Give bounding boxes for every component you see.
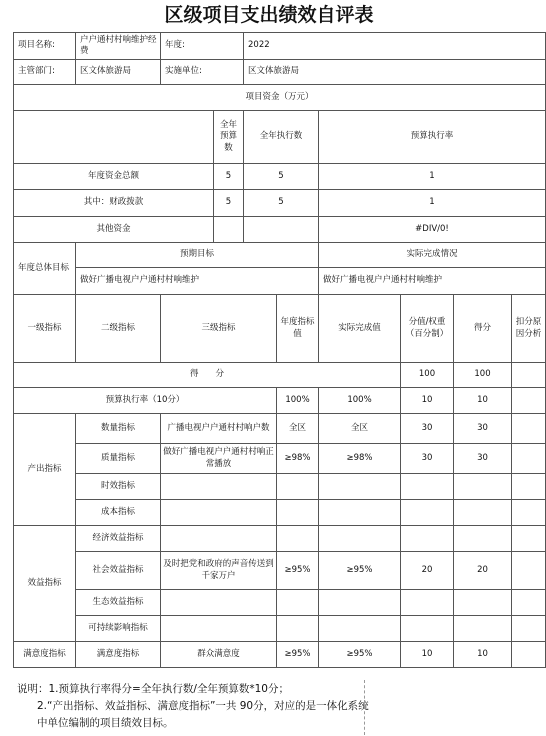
dept-label: 主管部门: bbox=[14, 60, 76, 85]
level2-cell: 质量指标 bbox=[76, 444, 161, 474]
funds-row-budget bbox=[214, 217, 244, 243]
deduct-cell bbox=[512, 414, 546, 444]
actual-cell bbox=[319, 500, 401, 526]
target-cell: ≥95% bbox=[277, 642, 319, 668]
year-label: 年度: bbox=[161, 33, 244, 60]
output-indicator-label: 产出指标 bbox=[14, 414, 76, 526]
level1-header: 一级指标 bbox=[14, 295, 76, 363]
weight-header: 分值/权重（百分制） bbox=[401, 295, 454, 363]
level3-cell bbox=[161, 616, 277, 642]
funds-row-exec: 5 bbox=[244, 190, 319, 217]
level2-cell: 经济效益指标 bbox=[76, 526, 161, 552]
benefit-indicator-label: 效益指标 bbox=[14, 526, 76, 642]
level3-cell bbox=[161, 526, 277, 552]
budget-exec-actual: 100% bbox=[319, 388, 401, 414]
project-name-value: 户户通村村响维护经费 bbox=[76, 33, 161, 60]
level2-cell: 成本指标 bbox=[76, 500, 161, 526]
level3-cell: 群众满意度 bbox=[161, 642, 277, 668]
level2-cell: 满意度指标 bbox=[76, 642, 161, 668]
weight-cell: 10 bbox=[401, 642, 454, 668]
weight-cell: 30 bbox=[401, 414, 454, 444]
level2-cell: 数量指标 bbox=[76, 414, 161, 444]
funds-row-label: 其他资金 bbox=[14, 217, 214, 243]
level3-cell: 做好广播电视户户通村村响正常播放 bbox=[161, 444, 277, 474]
funds-row-exec: 5 bbox=[244, 164, 319, 190]
funds-row-budget: 5 bbox=[214, 190, 244, 217]
level3-cell bbox=[161, 474, 277, 500]
target-cell bbox=[277, 590, 319, 616]
target-cell bbox=[277, 616, 319, 642]
score-cell bbox=[454, 526, 512, 552]
score-cell: 20 bbox=[454, 552, 512, 590]
project-name-label: 项目名称: bbox=[14, 33, 76, 60]
level3-cell bbox=[161, 500, 277, 526]
weight-cell bbox=[401, 500, 454, 526]
deduct-cell bbox=[512, 616, 546, 642]
level3-header: 三级指标 bbox=[161, 295, 277, 363]
actual-cell bbox=[319, 474, 401, 500]
weight-cell bbox=[401, 526, 454, 552]
impl-label: 实施单位: bbox=[161, 60, 244, 85]
score-cell bbox=[454, 474, 512, 500]
budget-exec-weight: 10 bbox=[401, 388, 454, 414]
level2-header: 二级指标 bbox=[76, 295, 161, 363]
satisfaction-indicator-label: 满意度指标 bbox=[14, 642, 76, 668]
actual-cell bbox=[319, 616, 401, 642]
col-budget-header: 全年预算数 bbox=[214, 111, 244, 164]
level3-cell: 及时把党和政府的声音传送到千家万户 bbox=[161, 552, 277, 590]
score-cell: 10 bbox=[454, 642, 512, 668]
deduct-cell bbox=[512, 444, 546, 474]
dashed-divider bbox=[364, 680, 365, 735]
score-cell: 30 bbox=[454, 414, 512, 444]
funds-header-blank bbox=[14, 111, 214, 164]
weight-cell: 20 bbox=[401, 552, 454, 590]
score-cell bbox=[454, 500, 512, 526]
funds-row-rate: 1 bbox=[319, 190, 546, 217]
actual-header: 实际完成值 bbox=[319, 295, 401, 363]
actual-cell: ≥98% bbox=[319, 444, 401, 474]
total-score-label: 得 分 bbox=[14, 363, 401, 388]
level3-cell: 广播电视户户通村村响户数 bbox=[161, 414, 277, 444]
self-evaluation-table bbox=[13, 32, 546, 668]
target-cell: ≥95% bbox=[277, 552, 319, 590]
impl-value: 区文体旅游局 bbox=[244, 60, 546, 85]
deduct-cell bbox=[512, 474, 546, 500]
deduct-cell bbox=[512, 500, 546, 526]
funds-section-title: 项目资金（万元） bbox=[14, 85, 546, 111]
level2-cell: 时效指标 bbox=[76, 474, 161, 500]
funds-row-exec bbox=[244, 217, 319, 243]
level2-cell: 生态效益指标 bbox=[76, 590, 161, 616]
deduct-cell bbox=[512, 552, 546, 590]
year-value: 2022 bbox=[244, 33, 546, 60]
level2-cell: 可持续影响指标 bbox=[76, 616, 161, 642]
actual-cell: ≥95% bbox=[319, 552, 401, 590]
weight-cell bbox=[401, 616, 454, 642]
funds-row-label: 年度资金总额 bbox=[14, 164, 214, 190]
target-header: 年度指标值 bbox=[277, 295, 319, 363]
actual-cell: ≥95% bbox=[319, 642, 401, 668]
expected-goal-header: 预期目标 bbox=[76, 243, 319, 268]
funds-row-budget: 5 bbox=[214, 164, 244, 190]
target-cell: 全区 bbox=[277, 414, 319, 444]
page-title: 区级项目支出绩效自评表 bbox=[164, 4, 374, 26]
score-cell bbox=[454, 590, 512, 616]
level3-cell bbox=[161, 590, 277, 616]
expected-goal-text: 做好广播电视户户通村村响维护 bbox=[76, 268, 319, 295]
target-cell bbox=[277, 474, 319, 500]
total-deduct bbox=[512, 363, 546, 388]
weight-cell bbox=[401, 474, 454, 500]
notes bbox=[17, 681, 377, 732]
deduct-cell bbox=[512, 642, 546, 668]
budget-exec-score: 10 bbox=[454, 388, 512, 414]
col-rate-header: 预算执行率 bbox=[319, 111, 546, 164]
target-cell bbox=[277, 500, 319, 526]
score-cell bbox=[454, 616, 512, 642]
deduct-cell bbox=[512, 590, 546, 616]
funds-row-rate: 1 bbox=[319, 164, 546, 190]
deduct-cell bbox=[512, 526, 546, 552]
actual-goal-text: 做好广播电视户户通村村响维护 bbox=[319, 268, 546, 295]
level2-cell: 社会效益指标 bbox=[76, 552, 161, 590]
actual-cell: 全区 bbox=[319, 414, 401, 444]
actual-goal-header: 实际完成情况 bbox=[319, 243, 546, 268]
total-score: 100 bbox=[454, 363, 512, 388]
target-cell: ≥98% bbox=[277, 444, 319, 474]
budget-exec-deduct bbox=[512, 388, 546, 414]
funds-row-label: 其中：财政拨款 bbox=[14, 190, 214, 217]
note-line-2: 2.“产出指标、效益指标、满意度指标”一共 90分，对应的是一体化系统中单位编制的项目绩效目标。 bbox=[37, 700, 369, 729]
col-exec-header: 全年执行数 bbox=[244, 111, 319, 164]
weight-cell: 30 bbox=[401, 444, 454, 474]
weight-cell bbox=[401, 590, 454, 616]
actual-cell bbox=[319, 526, 401, 552]
actual-cell bbox=[319, 590, 401, 616]
budget-exec-target: 100% bbox=[277, 388, 319, 414]
budget-exec-label: 预算执行率（10分） bbox=[14, 388, 277, 414]
dept-value: 区文体旅游局 bbox=[76, 60, 161, 85]
annual-goal-label: 年度总体目标 bbox=[14, 243, 76, 295]
deduct-header: 扣分原因分析 bbox=[512, 295, 546, 363]
target-cell bbox=[277, 526, 319, 552]
score-cell: 30 bbox=[454, 444, 512, 474]
score-header: 得分 bbox=[454, 295, 512, 363]
note-line-1: 说明：1.预算执行率得分=全年执行数/全年预算数*10分； bbox=[17, 683, 289, 695]
total-weight: 100 bbox=[401, 363, 454, 388]
funds-row-rate: #DIV/0! bbox=[319, 217, 546, 243]
